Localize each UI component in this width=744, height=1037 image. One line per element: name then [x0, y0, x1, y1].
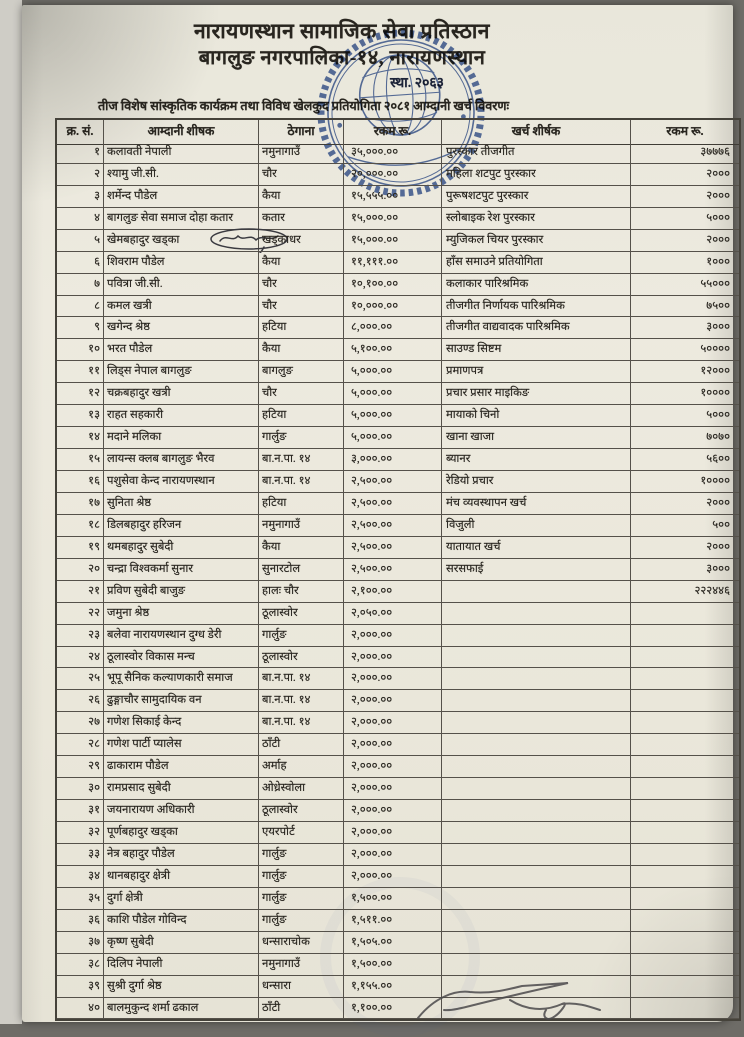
row-serial: ३२ [57, 822, 104, 844]
row-address: बा.न.पा. १४ [259, 668, 344, 690]
row-income-amount: १,५००.०० [344, 954, 442, 976]
row-expense-title: म्युजिकल चियर पुरस्कार [442, 230, 631, 252]
row-address: कैया [259, 339, 344, 361]
row-expense-title: प्रचार प्रसार माइकिङ [442, 383, 631, 405]
row-serial: २४ [57, 647, 104, 669]
row-expense-title [442, 603, 631, 625]
row-income-amount: १,५००.०० [344, 888, 442, 910]
row-serial: २६ [57, 690, 104, 712]
row-expense-amount [631, 647, 739, 669]
col-header-income-title: आम्दानी शीषक [104, 120, 259, 145]
row-income-amount: ५,०००.०० [344, 405, 442, 427]
row-income-amount: ५,०००.०० [344, 427, 442, 449]
row-address: चौर [259, 383, 344, 405]
row-serial: २० [57, 559, 104, 581]
row-address: गार्लुङ [259, 910, 344, 932]
row-serial: ३६ [57, 910, 104, 932]
row-serial: १६ [57, 471, 104, 493]
row-serial: १३ [57, 405, 104, 427]
row-expense-title: तीजगीत निर्णायक पारिश्रमिक [442, 296, 631, 318]
row-expense-title [442, 734, 631, 756]
row-serial: ३१ [57, 800, 104, 822]
row-income-title: बागलुङ सेवा समाज दोहा कतार [104, 208, 259, 230]
row-address: कैया [259, 252, 344, 274]
row-income-amount: २,०००.०० [344, 734, 442, 756]
row-serial: ३ [57, 186, 104, 208]
row-expense-amount [631, 976, 739, 998]
row-expense-amount: २२२४४६ [631, 581, 739, 603]
row-income-title: कृष्ण सुबेदी [104, 932, 259, 954]
row-income-title: शिवराम पौडेल [104, 252, 259, 274]
row-income-amount: २०,०००.०० [344, 164, 442, 186]
row-address: नमुनागाउँ [259, 515, 344, 537]
row-expense-title: तीजगीत वाद्यवादक पारिश्रमिक [442, 317, 631, 339]
row-serial: ३४ [57, 866, 104, 888]
row-serial: ६ [57, 252, 104, 274]
row-income-amount: २,०००.०० [344, 712, 442, 734]
row-serial: १७ [57, 493, 104, 515]
row-expense-amount: १००० [631, 252, 739, 274]
row-income-amount: २,०००.०० [344, 647, 442, 669]
row-expense-title: महिला शटपुट पुरस्कार [442, 164, 631, 186]
row-income-title: कलावती नेपाली [104, 142, 259, 164]
row-income-title: शर्मेन्द पौडेल [104, 186, 259, 208]
row-serial: ८ [57, 296, 104, 318]
row-income-title: गणेश सिकाई केन्द [104, 712, 259, 734]
row-income-amount: १,१५५.०० [344, 976, 442, 998]
row-income-title: बलेवा नारायणस्थान दुग्ध डेरी [104, 625, 259, 647]
row-expense-title [442, 800, 631, 822]
row-serial: २८ [57, 734, 104, 756]
row-expense-title [442, 822, 631, 844]
row-address: चौर [259, 164, 344, 186]
row-income-amount: १५,०००.०० [344, 208, 442, 230]
row-address: कतार [259, 208, 344, 230]
row-expense-amount: २००० [631, 186, 739, 208]
scanner-margin [0, 0, 22, 1024]
row-serial: २२ [57, 603, 104, 625]
row-income-title: गणेश पार्टी प्यालेस [104, 734, 259, 756]
row-serial: ४ [57, 208, 104, 230]
row-income-title: खेमबहादुर खड्का [104, 230, 259, 252]
row-serial: १९ [57, 537, 104, 559]
row-income-amount: १,१००.०० [344, 998, 442, 1020]
row-address: गार्लुङ [259, 844, 344, 866]
row-expense-title: रेडियो प्रचार [442, 471, 631, 493]
row-expense-amount: ५५००० [631, 274, 739, 296]
row-expense-amount [631, 954, 739, 976]
row-address: सुनारटोल [259, 559, 344, 581]
row-expense-amount: ५०००० [631, 339, 739, 361]
row-expense-amount: ५६०० [631, 449, 739, 471]
row-serial: २५ [57, 668, 104, 690]
row-address: ठूलास्वोर [259, 603, 344, 625]
row-expense-amount: ७५०० [631, 296, 739, 318]
row-income-amount: २,१००.०० [344, 581, 442, 603]
row-expense-title: यातायात खर्च [442, 537, 631, 559]
row-expense-title: कलाकार पारिश्रमिक [442, 274, 631, 296]
scanned-document-page [22, 5, 733, 1022]
row-income-title: बालमुकुन्द शर्मा ढकाल [104, 998, 259, 1020]
row-income-amount: २,०००.०० [344, 756, 442, 778]
row-expense-amount [631, 932, 739, 954]
row-expense-title [442, 690, 631, 712]
row-income-title: मदाने मलिका [104, 427, 259, 449]
col-header-expense-title: खर्च शीर्षक [442, 120, 631, 145]
row-expense-title [442, 668, 631, 690]
row-expense-title: स्लोबाइक रेश पुरस्कार [442, 208, 631, 230]
row-expense-amount [631, 756, 739, 778]
row-expense-title [442, 976, 631, 998]
row-address: बा.न.पा. १४ [259, 712, 344, 734]
row-serial: ९ [57, 317, 104, 339]
row-serial: ३३ [57, 844, 104, 866]
row-expense-amount [631, 625, 739, 647]
row-expense-title: हाँस समाउने प्रतियोगिता [442, 252, 631, 274]
row-income-amount: १,५११.०० [344, 910, 442, 932]
row-income-title: लायन्स क्लब बागलुङ भैरव [104, 449, 259, 471]
row-address: कैया [259, 537, 344, 559]
row-address: हटिया [259, 405, 344, 427]
row-expense-title [442, 712, 631, 734]
row-income-amount: २,०००.०० [344, 866, 442, 888]
row-expense-amount: ५००० [631, 405, 739, 427]
row-expense-amount [631, 800, 739, 822]
row-expense-amount: ३००० [631, 559, 739, 581]
row-address: धन्साराचोक [259, 932, 344, 954]
row-expense-title: मंच व्यवस्थापन खर्च [442, 493, 631, 515]
col-header-address: ठेगाना [259, 120, 344, 145]
row-expense-amount [631, 866, 739, 888]
document-header [52, 17, 632, 72]
row-expense-title: विजुली [442, 515, 631, 537]
row-expense-title [442, 998, 631, 1020]
row-income-title: दुर्गा क्षेत्री [104, 888, 259, 910]
row-address: कैया [259, 186, 344, 208]
row-income-title: काशि पौडेल गोविन्द [104, 910, 259, 932]
row-expense-title: खाना खाजा [442, 427, 631, 449]
row-serial: ३९ [57, 976, 104, 998]
row-serial: १२ [57, 383, 104, 405]
row-address: गार्लुङ [259, 888, 344, 910]
row-expense-title [442, 581, 631, 603]
row-expense-title [442, 932, 631, 954]
row-address: ठाँटी [259, 998, 344, 1020]
row-income-title: नेत्र बहादुर पौडेल [104, 844, 259, 866]
row-address: ठूलास्वोर [259, 647, 344, 669]
row-expense-title [442, 954, 631, 976]
row-serial: २९ [57, 756, 104, 778]
row-income-amount: २,५००.०० [344, 559, 442, 581]
row-expense-amount [631, 998, 739, 1020]
row-address: खड्काधर [259, 230, 344, 252]
row-income-amount: ५,०००.०० [344, 361, 442, 383]
row-income-title: सुश्री दुर्गा श्रेष्ठ [104, 976, 259, 998]
row-address: हटिया [259, 317, 344, 339]
row-income-amount: ३५,०००.०० [344, 142, 442, 164]
row-address: बा.न.पा. १४ [259, 449, 344, 471]
row-income-title: राहत सहकारी [104, 405, 259, 427]
row-income-amount: ११,१११.०० [344, 252, 442, 274]
row-income-amount: २,०००.०० [344, 800, 442, 822]
row-expense-amount [631, 910, 739, 932]
row-income-amount: १,५०५.०० [344, 932, 442, 954]
row-expense-amount: १२००० [631, 361, 739, 383]
row-serial: ५ [57, 230, 104, 252]
organization-name: नारायणस्थान सामाजिक सेवा प्रतिस्ठान [194, 19, 490, 43]
row-income-title: थानबहादुर क्षेत्री [104, 866, 259, 888]
row-income-title: सुनिता श्रेष्ठ [104, 493, 259, 515]
row-income-amount: २,०००.०० [344, 690, 442, 712]
row-serial: १५ [57, 449, 104, 471]
row-income-title: दिलिप नेपाली [104, 954, 259, 976]
row-expense-title [442, 625, 631, 647]
row-income-title: पूर्णबहादुर खड्का [104, 822, 259, 844]
row-address: चौर [259, 296, 344, 318]
row-address: बा.न.पा. १४ [259, 471, 344, 493]
row-address: चौर [259, 274, 344, 296]
row-address: अर्माह [259, 756, 344, 778]
row-expense-amount: ५०० [631, 515, 739, 537]
row-expense-title [442, 756, 631, 778]
row-address: नमुनागाउँ [259, 142, 344, 164]
row-expense-amount: ७०७० [631, 427, 739, 449]
row-income-title: रामप्रसाद सुबेदी [104, 778, 259, 800]
row-expense-title [442, 778, 631, 800]
row-income-amount: २,०५०.०० [344, 603, 442, 625]
row-expense-title: ब्यानर [442, 449, 631, 471]
col-header-serial: क्र. सं. [57, 120, 104, 145]
row-expense-amount: ५००० [631, 208, 739, 230]
row-serial: २१ [57, 581, 104, 603]
row-income-title: थमबहादुर सुबेदी [104, 537, 259, 559]
row-income-title: श्यामु जी.सी. [104, 164, 259, 186]
row-income-amount: ५,०००.०० [344, 383, 442, 405]
row-income-title: खगेन्द श्रेष्ठ [104, 317, 259, 339]
row-expense-amount [631, 844, 739, 866]
row-income-amount: १०,१००.०० [344, 274, 442, 296]
row-serial: २ [57, 164, 104, 186]
row-expense-amount: २००० [631, 493, 739, 515]
row-expense-amount: २००० [631, 164, 739, 186]
row-income-amount: २,५००.०० [344, 471, 442, 493]
row-expense-amount: १०००० [631, 471, 739, 493]
row-income-amount: २,०००.०० [344, 778, 442, 800]
row-expense-title: मायाको चिनो [442, 405, 631, 427]
row-serial: ११ [57, 361, 104, 383]
row-expense-title: साउण्ड सिष्टम [442, 339, 631, 361]
row-income-title: भूपू सैनिक कल्याणकारी समाज [104, 668, 259, 690]
row-expense-amount: २००० [631, 230, 739, 252]
row-serial: १ [57, 142, 104, 164]
row-income-amount: ५,१००.०० [344, 339, 442, 361]
row-income-amount: २,०००.०० [344, 822, 442, 844]
row-income-title: भरत पौडेल [104, 339, 259, 361]
row-address: हटिया [259, 493, 344, 515]
row-expense-amount [631, 712, 739, 734]
row-income-title: कमल खत्री [104, 296, 259, 318]
row-serial: २७ [57, 712, 104, 734]
row-expense-title [442, 910, 631, 932]
row-serial: १८ [57, 515, 104, 537]
row-income-title: जमुना श्रेष्ठ [104, 603, 259, 625]
row-income-amount: २,५००.०० [344, 515, 442, 537]
row-expense-amount [631, 778, 739, 800]
row-address: गार्लुङ [259, 866, 344, 888]
row-expense-amount [631, 668, 739, 690]
row-expense-amount [631, 822, 739, 844]
row-income-title: प्रविण सुबेदी बाजुङ [104, 581, 259, 603]
row-expense-amount: १०००० [631, 383, 739, 405]
row-expense-title: पुरूषशटपुट पुरस्कार [442, 186, 631, 208]
row-address: बागलुङ [259, 361, 344, 383]
col-header-expense-amount: रकम रू. [631, 120, 739, 145]
row-address: ओध्रेस्वोला [259, 778, 344, 800]
row-expense-title: सरसफाई [442, 559, 631, 581]
row-serial: ३५ [57, 888, 104, 910]
row-expense-amount: २००० [631, 537, 739, 559]
row-income-title: डिलबहादुर हरिजन [104, 515, 259, 537]
row-serial: ७ [57, 274, 104, 296]
row-expense-title [442, 844, 631, 866]
organization-address: बागलुङ नगरपालिका-१४, नारायणस्थान [198, 47, 486, 69]
row-income-title: चन्द्रा विश्वकर्मा सुनार [104, 559, 259, 581]
row-expense-title [442, 647, 631, 669]
row-income-amount: २,०००.०० [344, 668, 442, 690]
row-income-amount: ३,०००.०० [344, 449, 442, 471]
row-expense-amount: ३००० [631, 317, 739, 339]
row-income-amount: १५,५५५.०० [344, 186, 442, 208]
row-income-title: ढाकाराम पौडेल [104, 756, 259, 778]
row-income-amount: १५,०००.०० [344, 230, 442, 252]
col-header-income-amount: रकम रू. [344, 120, 442, 145]
row-income-amount: २,०००.०० [344, 625, 442, 647]
row-income-title: ठूलास्वोर विकास मन्च [104, 647, 259, 669]
document-title: तीज विशेष सांस्कृतिक कार्यक्रम तथा विविध खेलकुद प्रतियोगिता २०८१ आम्दानी खर्च विवरणः [98, 99, 510, 113]
row-address: बा.न.पा. १४ [259, 690, 344, 712]
row-expense-title [442, 866, 631, 888]
row-expense-amount [631, 603, 739, 625]
row-income-title: जयनारायण अधिकारी [104, 800, 259, 822]
row-serial: ३० [57, 778, 104, 800]
row-expense-title: पुरस्कार तीजगीत [442, 142, 631, 164]
row-address: गार्लुङ [259, 625, 344, 647]
row-income-amount: ८,०००.०० [344, 317, 442, 339]
row-address: हालः चौर [259, 581, 344, 603]
row-address: ठाँटी [259, 734, 344, 756]
row-address: ठूलास्वोर [259, 800, 344, 822]
established-year: स्था. २०६३ [390, 76, 444, 91]
row-serial: ३७ [57, 932, 104, 954]
row-serial: १० [57, 339, 104, 361]
row-income-title: पशुसेवा केन्द नारायणस्थान [104, 471, 259, 493]
row-income-amount: २,०००.०० [344, 844, 442, 866]
row-address: गार्लुङ [259, 427, 344, 449]
row-address: नमुनागाउँ [259, 954, 344, 976]
row-serial: ४० [57, 998, 104, 1020]
row-expense-amount [631, 734, 739, 756]
row-income-title: चक्रबहादुर खत्री [104, 383, 259, 405]
row-income-title: ढुङ्गाचौर सामुदायिक वन [104, 690, 259, 712]
row-expense-amount [631, 690, 739, 712]
row-income-amount: १०,०००.०० [344, 296, 442, 318]
row-expense-title [442, 888, 631, 910]
row-income-amount: २,५००.०० [344, 537, 442, 559]
row-serial: ३८ [57, 954, 104, 976]
row-income-amount: २,५००.०० [344, 493, 442, 515]
row-address: धन्सारा [259, 976, 344, 998]
income-expense-table [55, 118, 741, 1021]
row-serial: २३ [57, 625, 104, 647]
row-income-title: पवित्रा जी.सी. [104, 274, 259, 296]
row-expense-amount [631, 888, 739, 910]
row-expense-title: प्रमाणपत्र [442, 361, 631, 383]
row-income-title: लिड्स नेपाल बागलुङ [104, 361, 259, 383]
row-serial: १४ [57, 427, 104, 449]
row-expense-amount: ३७७७६ [631, 142, 739, 164]
row-address: एयरपोर्ट [259, 822, 344, 844]
